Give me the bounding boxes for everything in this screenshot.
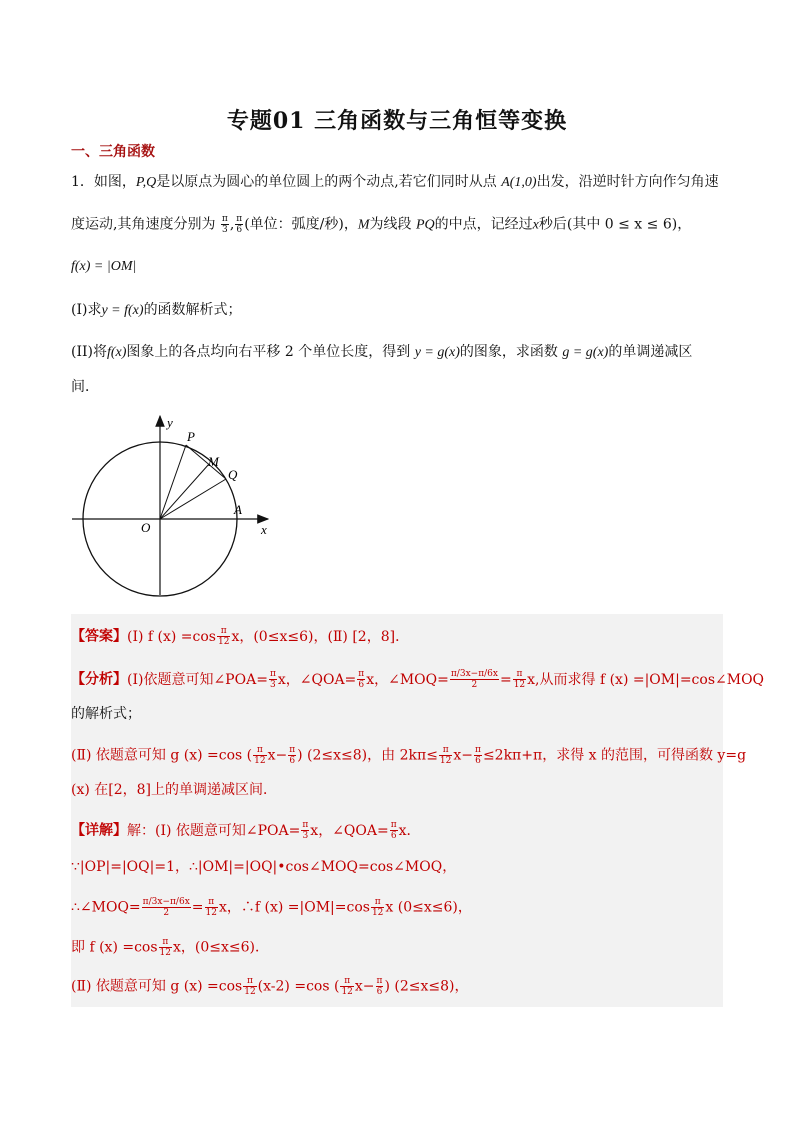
segment-oq [160, 479, 226, 519]
page-title: 专题01 三角函数与三角恒等变换 [226, 108, 568, 134]
detail-line-1: 【详解】解：(Ⅰ) 依题意可知∠POA= $\frac{\pi}{3}$ x，∠QOA= $\frac{\pi}{6}$ x． [71, 820, 421, 841]
analysis-line-4: (x) 在[2，8]上的单调递减区间． [71, 782, 278, 798]
segment-op [160, 445, 186, 519]
label-m: M [208, 454, 219, 469]
fraction: $\frac{\pi}{12}$ [341, 976, 353, 997]
fraction: $\frac{\pi}{3}$ [269, 669, 276, 690]
fraction: $\frac{\pi}{6}$ [475, 745, 481, 766]
question-line-3: f(x) = |OM| [71, 259, 137, 274]
solution-panel [71, 614, 765, 1007]
fraction: $\frac{\pi}{3}$ [302, 820, 309, 841]
question-line-2: 度运动,其角速度分别为 $\frac{\pi}{3}$ , $\frac{\pi}{6}$ (单位：弧度/秒)，M为线段 PQ的中点，记经过x秒后(其中 0 ≤ x ≤ 6)， [71, 214, 692, 235]
question-line-6: 间． [71, 379, 99, 395]
fraction: $\frac{\pi}{12}$ [218, 626, 230, 647]
fraction: $\frac{\pi}{6}$ [236, 214, 243, 235]
label-x: x [261, 522, 267, 537]
label-p: P [187, 429, 195, 444]
label-y: y [167, 415, 173, 430]
fraction: $\frac{\pi}{6}$ [289, 745, 296, 766]
detail-line-5: (Ⅱ) 依题意可知 g (x) =cos $\frac{\pi}{12}$ (x-2) =cos ( $\frac{\pi}{12}$ x− $\frac{\pi}{6}$ ) (2≤x≤8)， [71, 976, 469, 997]
analysis-line-3: (Ⅱ) 依题意可知 g (x) =cos ( $\frac{\pi}{12}$ x− $\frac{\pi}{6}$ ) (2≤x≤8)，由 2kπ≤ $\frac{\pi}{12}$ x− $\frac{\pi}{6}$ ≤2kπ+π，求得 x 的范围，可得函数 y=g [71, 745, 747, 766]
detail-line-4: 即 f (x) =cos $\frac{\pi}{12}$ x，(0≤x≤6)． [71, 937, 269, 958]
fraction: $\frac{\pi}{6}$ [390, 820, 397, 841]
fraction: $\frac{\pi}{3}$ [221, 214, 228, 235]
analysis-line-2: 的解析式； [71, 706, 141, 722]
section-heading: 一、三角函数 [71, 144, 155, 160]
question-line-1: 1．如图，P,Q是以原点为圆心的单位圆上的两个动点,若它们同时从点 A(1,0)出发，沿逆时针方向作匀角速 [71, 174, 719, 190]
fraction: $\frac{\pi}{6}$ [376, 976, 383, 997]
unit-circle-figure [60, 410, 290, 600]
segment-om [160, 464, 209, 519]
fraction: $\frac{\pi}{12}$ [159, 937, 171, 958]
fraction: $\frac{\pi}{12}$ [205, 897, 217, 918]
analysis-line-1: 【分析】(Ⅰ)依题意可知∠POA= $\frac{\pi}{3}$ x，∠QOA= $\frac{\pi}{6}$ x，∠MOQ= $\frac{\pi/3x-\pi/6x}{2}$ = $\frac{\pi}{12}$ x,从而求得 f (x) =|OM|=cos∠MOQ [71, 669, 765, 690]
fraction: $\frac{\pi}{12}$ [244, 976, 256, 997]
question-part-2: (II)将f(x)图象上的各点均向右平移 2 个单位长度，得到 y = g(x)的图象，求函数 g = g(x)的单调递减区 [71, 344, 693, 360]
question-part-1: (I)求y = f(x)的函数解析式； [71, 302, 242, 318]
segment-pq [186, 445, 226, 479]
fraction: $\frac{\pi}{12}$ [371, 897, 384, 918]
fraction: $\frac{\pi/3x-\pi/6x}{2}$ [450, 669, 498, 690]
fraction: $\frac{\pi/3x-\pi/6x}{2}$ [142, 897, 190, 918]
fraction: $\frac{\pi}{12}$ [254, 745, 266, 766]
label-q: Q [228, 467, 238, 482]
detail-line-2: ∵|OP|=|OQ|=1，∴|OM|=|OQ|•cos∠MOQ=cos∠MOQ， [71, 859, 457, 875]
fraction: $\frac{\pi}{12}$ [439, 745, 452, 766]
label-a: A [234, 502, 242, 517]
label-o: O [141, 520, 151, 535]
detail-line-3: ∴∠MOQ= $\frac{\pi/3x-\pi/6x}{2}$ = $\frac{\pi}{12}$ x，∴f (x) =|OM|=cos $\frac{\pi}{12}$ x (0≤x≤6)， [71, 897, 472, 918]
fraction: $\frac{\pi}{12}$ [513, 669, 526, 690]
fraction: $\frac{\pi}{6}$ [358, 669, 365, 690]
answer-line: 【答案】(Ⅰ) f (x) =cos $\frac{\pi}{12}$ x，(0≤x≤6)，(Ⅱ) [2，8]． [71, 626, 410, 647]
